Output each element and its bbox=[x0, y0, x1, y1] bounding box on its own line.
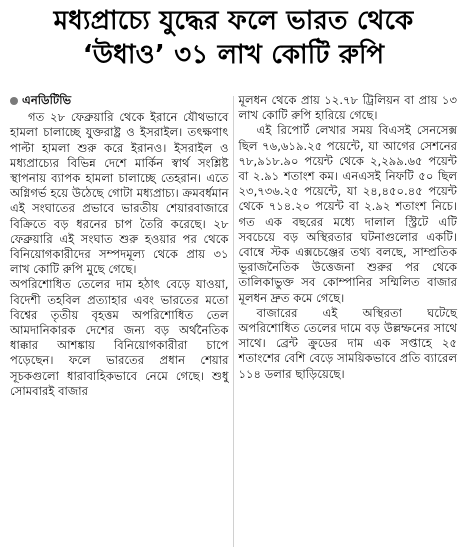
headline: মধ্যপ্রাচ্যে যুদ্ধের ফলে ভারত থেকে ‘উধাও’ ৩১ লাখ কোটি রুপি bbox=[53, 6, 414, 70]
paragraph: গত ২৮ ফেব্রুয়ারি থেকে ইরানে যৌথভাবে হামলা চালাচ্ছে যুক্তরাষ্ট্র ও ইসরাইল। তৎক্ষণাৎ পাল্টা হামলা শুরু করে ইরানও। ইসরাইল ও মধ্যপ্রাচ্যের বিভিন্ন দেশে মার্কিন স্বার্থ সংশ্লিষ্ট স্থাপনায় ব্যাপক হামলা চালাচ্ছে তেহরান। এতে অগ্নিগর্ভ হয়ে উঠেছে গোটা মধ্যপ্রাচ্য। ক্রমবর্ধমান এই সংঘাতের প্রভাবে ভারতীয় শেয়ারবাজারে বিক্রিতে বড় ধরনের চাপ তৈরি করেছে। ২৮ ফেব্রুয়ারি এই সংঘাত শুরু হওয়ার পর থেকে বিনিয়োগকারীদের সম্পদমূল্য থেকে প্রায় ৩১ লাখ কোটি রুপি মুছে গেছে। bbox=[10, 110, 229, 277]
paragraph: বাজারের এই অস্থিরতা ঘটেছে অপরিশোধিত তেলের দামে বড় উল্লম্ফনের সাথে সাথে। ব্রেন্ট ক্রুডের দাম এক সপ্তাহে ২৫ শতাংশের বেশি বেড়ে সাময়িকভাবে প্রতি ব্যারেল ১১৪ ডলার ছাড়িয়েছে। bbox=[238, 305, 457, 381]
byline-source: এনডিটিভি bbox=[22, 93, 72, 107]
article-body bbox=[10, 93, 457, 549]
paragraph: এই রিপোর্ট লেখার সময় বিএসই সেনসেক্স ছিল ৭৬,৬১৯.২৫ পয়েন্টে, যা আগের সেশনের ৭৮,৯১৮.৯০ পয়েন্ট থেকে ২,২৯৯.৬৫ পয়েন্ট বা ২.৯১ শতাংশ কম। এনএসই নিফটি ৫০ ছিল ২৩,৭৩৬.২৫ পয়েন্টে, যা ২৪,৪৫০.৪৫ পয়েন্ট থেকে ৭১৪.২০ পয়েন্ট বা ২.৯২ শতাংশ নিচে। গত এক বছরের মধ্যে দালাল স্ট্রিটে এটি সবচেয়ে বড় অস্থিরতার ঘটনাগুলোর একটি। বোম্বে স্টক এক্সচেঞ্জের তথ্য বলছে, সাম্প্রতিক ভূরাজনৈতিক উত্তেজনা শুরুর পর থেকে তালিকাভুক্ত সব কোম্পানির সম্মিলিত বাজার মূলধন দ্রুত কমে গেছে। bbox=[238, 123, 457, 305]
right-column bbox=[239, 93, 458, 549]
byline bbox=[10, 93, 229, 108]
left-column bbox=[10, 93, 229, 549]
paragraph: অপরিশোধিত তেলের দাম হঠাৎ বেড়ে যাওয়া, বিদেশী তহবিল প্রত্যাহার এবং ভারতের মতো বিশ্বের তৃতীয় বৃহত্তম অপরিশোধিত তেল আমদানিকারক দেশের জন্য বড় অর্থনৈতিক ধাক্কার আশঙ্কায় বিনিয়োগকারীরা চাপে পড়েছেন। ফলে ভারতের প্রধান শেয়ার সূচকগুলো ধারাবাহিকভাবে নেমে গেছে। শুধু সোমবারই বাজার bbox=[10, 277, 229, 398]
paragraph: মূলধন থেকে প্রায় ১২.৭৮ ট্রিলিয়ন বা প্রায় ১৩ লাখ কোটি রুপি হারিয়ে গেছে। bbox=[238, 93, 457, 123]
bullet-icon bbox=[10, 97, 18, 105]
